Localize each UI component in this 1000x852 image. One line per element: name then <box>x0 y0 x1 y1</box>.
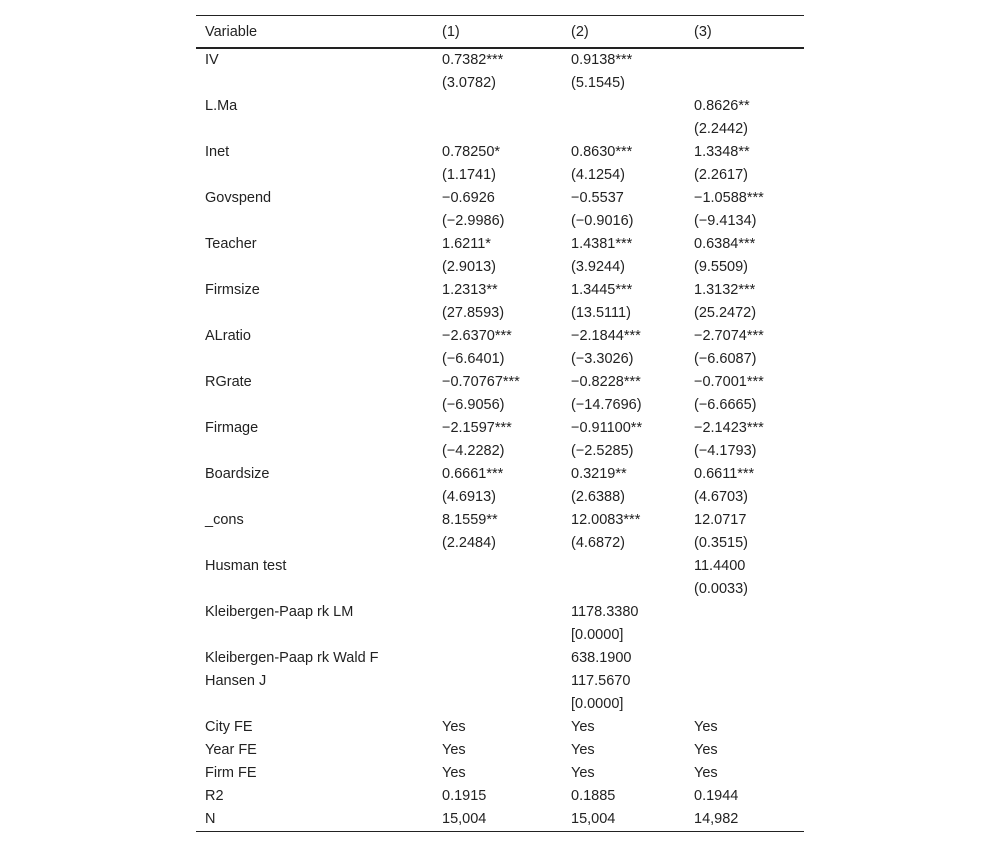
table-row <box>196 762 804 785</box>
table-row <box>196 187 804 210</box>
variable-cell: N <box>205 811 216 827</box>
model-3-cell <box>685 670 804 693</box>
model-3-cell: −2.7074*** <box>694 328 764 344</box>
model-2-cell <box>562 578 685 601</box>
model-1-cell: (1.1741) <box>442 167 497 183</box>
model-2-cell <box>562 95 685 118</box>
model-3-cell: 0.8626** <box>694 98 750 114</box>
model-1-cell: (27.8593) <box>442 305 505 321</box>
variable-cell: Boardsize <box>205 466 270 482</box>
model-3-cell: 14,982 <box>694 811 739 827</box>
table-row <box>196 716 804 739</box>
model-2-cell: 15,004 <box>571 811 616 827</box>
model-2-cell: [0.0000] <box>571 696 624 712</box>
table-row <box>196 325 804 348</box>
variable-cell: _cons <box>205 512 244 528</box>
model-2-cell: 0.1885 <box>571 788 616 804</box>
model-2-cell: 0.9138*** <box>571 52 633 68</box>
table-row <box>196 417 804 440</box>
table-row <box>196 394 804 417</box>
model-1-cell: −0.70767*** <box>442 374 520 390</box>
model-1-cell: 0.6661*** <box>442 466 504 482</box>
variable-cell: Govspend <box>205 190 272 206</box>
model-2-cell: 1.3445*** <box>571 282 633 298</box>
model-3-cell: 1.3348** <box>694 144 750 160</box>
variable-cell: Husman test <box>205 558 287 574</box>
model-1-cell <box>433 95 562 118</box>
variable-cell <box>196 624 433 647</box>
header-model-1: (1) <box>442 23 460 40</box>
model-3-cell <box>685 72 804 95</box>
table-row <box>196 532 804 555</box>
model-3-cell: 1.3132*** <box>694 282 756 298</box>
table-row <box>196 348 804 371</box>
header-model-3: (3) <box>694 23 712 40</box>
table-row <box>196 164 804 187</box>
model-1-cell: (−2.9986) <box>442 213 505 229</box>
regression-table-container <box>196 15 804 832</box>
model-1-cell: 0.1915 <box>442 788 487 804</box>
table-row <box>196 486 804 509</box>
table-row <box>196 463 804 486</box>
model-2-cell: 117.5670 <box>571 673 631 689</box>
model-2-cell: −0.8228*** <box>571 374 641 390</box>
variable-cell <box>196 302 433 325</box>
variable-cell <box>196 72 433 95</box>
variable-cell <box>196 394 433 417</box>
table-row <box>196 48 804 72</box>
model-3-cell: −1.0588*** <box>694 190 764 206</box>
model-1-cell <box>433 601 562 624</box>
model-1-cell: 1.2313** <box>442 282 498 298</box>
model-1-cell: (3.0782) <box>442 75 497 91</box>
table-row <box>196 440 804 463</box>
model-3-cell: (2.2442) <box>694 121 749 137</box>
model-3-cell <box>685 647 804 670</box>
model-1-cell <box>433 624 562 647</box>
model-3-cell: 0.6384*** <box>694 236 756 252</box>
model-1-cell: (2.9013) <box>442 259 497 275</box>
model-2-cell: (−0.9016) <box>571 213 634 229</box>
variable-cell <box>196 440 433 463</box>
table-row <box>196 785 804 808</box>
model-1-cell: 8.1559** <box>442 512 498 528</box>
model-1-cell: 0.7382*** <box>442 52 504 68</box>
table-row <box>196 256 804 279</box>
variable-cell: Year FE <box>205 742 257 758</box>
table-row <box>196 739 804 762</box>
model-1-cell: Yes <box>442 742 466 758</box>
table-row <box>196 118 804 141</box>
variable-cell: Inet <box>205 144 230 160</box>
variable-cell: City FE <box>205 719 253 735</box>
model-2-cell <box>562 555 685 578</box>
model-2-cell: Yes <box>571 719 595 735</box>
model-2-cell: (5.1545) <box>571 75 626 91</box>
model-2-cell: Yes <box>571 765 595 781</box>
model-3-cell <box>685 601 804 624</box>
table-row <box>196 279 804 302</box>
table-row <box>196 141 804 164</box>
table-row <box>196 210 804 233</box>
variable-cell <box>196 578 433 601</box>
model-3-cell: (−6.6087) <box>694 351 757 367</box>
model-1-cell: 1.6211* <box>442 236 491 252</box>
variable-cell <box>196 693 433 716</box>
model-2-cell: −0.5537 <box>571 190 624 206</box>
variable-cell: RGrate <box>205 374 252 390</box>
model-3-cell: (−6.6665) <box>694 397 757 413</box>
table-row <box>196 578 804 601</box>
model-1-cell: Yes <box>442 719 466 735</box>
table-row <box>196 302 804 325</box>
model-2-cell: Yes <box>571 742 595 758</box>
model-2-cell: [0.0000] <box>571 627 624 643</box>
model-2-cell: 12.0083*** <box>571 512 641 528</box>
model-3-cell: (25.2472) <box>694 305 757 321</box>
model-3-cell: (0.0033) <box>694 581 749 597</box>
model-3-cell <box>685 693 804 716</box>
model-1-cell <box>433 578 562 601</box>
model-3-cell: −2.1423*** <box>694 420 764 436</box>
model-3-cell: −0.7001*** <box>694 374 764 390</box>
model-1-cell: −2.6370*** <box>442 328 512 344</box>
table-row <box>196 233 804 256</box>
variable-cell: Teacher <box>205 236 257 252</box>
model-1-cell: (−4.2282) <box>442 443 505 459</box>
variable-cell: R2 <box>205 788 224 804</box>
table-header <box>196 16 804 49</box>
model-1-cell: (−6.9056) <box>442 397 505 413</box>
variable-cell: Firmage <box>205 420 259 436</box>
variable-cell: Hansen J <box>205 673 267 689</box>
model-3-cell: (−4.1793) <box>694 443 757 459</box>
variable-cell <box>196 348 433 371</box>
model-3-cell: 11.4400 <box>694 558 746 574</box>
table-row <box>196 647 804 670</box>
model-3-cell: 0.1944 <box>694 788 739 804</box>
variable-cell <box>196 256 433 279</box>
table-row <box>196 72 804 95</box>
variable-cell <box>196 532 433 555</box>
model-2-cell: 638.1900 <box>571 650 632 666</box>
model-2-cell: 0.3219** <box>571 466 627 482</box>
model-1-cell <box>433 693 562 716</box>
variable-cell: Firmsize <box>205 282 260 298</box>
model-1-cell: −0.6926 <box>442 190 495 206</box>
variable-cell: ALratio <box>205 328 251 344</box>
header-variable: Variable <box>205 23 258 40</box>
model-3-cell: (0.3515) <box>694 535 749 551</box>
model-2-cell: 1.4381*** <box>571 236 633 252</box>
model-2-cell: −0.91100** <box>571 420 643 436</box>
model-1-cell: 0.78250* <box>442 144 501 160</box>
table-row <box>196 371 804 394</box>
model-3-cell: (9.5509) <box>694 259 749 275</box>
variable-cell: Kleibergen-Paap rk LM <box>205 604 354 620</box>
model-1-cell <box>433 670 562 693</box>
model-1-cell: −2.1597*** <box>442 420 512 436</box>
variable-cell: L.Ma <box>205 98 238 114</box>
table-body <box>196 48 804 832</box>
model-3-cell <box>685 624 804 647</box>
model-2-cell: (13.5111) <box>571 305 631 321</box>
model-2-cell: 1178.3380 <box>571 604 639 620</box>
header-model-2: (2) <box>571 23 589 40</box>
table-row <box>196 693 804 716</box>
regression-table <box>196 15 804 832</box>
model-2-cell: (3.9244) <box>571 259 626 275</box>
variable-cell: IV <box>205 52 219 68</box>
model-3-cell: (4.6703) <box>694 489 749 505</box>
model-2-cell: (−14.7696) <box>571 397 642 413</box>
model-3-cell: 12.0717 <box>694 512 747 528</box>
variable-cell: Kleibergen-Paap rk Wald F <box>205 650 379 666</box>
model-1-cell <box>433 118 562 141</box>
table-row <box>196 555 804 578</box>
model-3-cell: Yes <box>694 742 718 758</box>
header-row <box>196 16 804 49</box>
model-2-cell: −2.1844*** <box>571 328 641 344</box>
model-1-cell <box>433 647 562 670</box>
model-3-cell: (2.2617) <box>694 167 749 183</box>
model-2-cell: (4.6872) <box>571 535 626 551</box>
table-row <box>196 624 804 647</box>
variable-cell <box>196 486 433 509</box>
model-1-cell: (−6.6401) <box>442 351 505 367</box>
variable-cell <box>196 164 433 187</box>
model-1-cell: (4.6913) <box>442 489 497 505</box>
model-1-cell: 15,004 <box>442 811 487 827</box>
variable-cell: Firm FE <box>205 765 257 781</box>
variable-cell <box>196 210 433 233</box>
model-1-cell <box>433 555 562 578</box>
table-row <box>196 509 804 532</box>
model-3-cell <box>685 48 804 72</box>
model-3-cell: Yes <box>694 765 718 781</box>
model-2-cell: (−2.5285) <box>571 443 634 459</box>
table-row <box>196 670 804 693</box>
model-2-cell: 0.8630*** <box>571 144 633 160</box>
model-1-cell: Yes <box>442 765 466 781</box>
model-1-cell: (2.2484) <box>442 535 497 551</box>
model-2-cell: (4.1254) <box>571 167 626 183</box>
model-3-cell: 0.6611*** <box>694 466 755 482</box>
table-row <box>196 601 804 624</box>
model-3-cell: (−9.4134) <box>694 213 757 229</box>
table-row <box>196 808 804 832</box>
model-2-cell: (2.6388) <box>571 489 626 505</box>
model-2-cell: (−3.3026) <box>571 351 634 367</box>
table-row <box>196 95 804 118</box>
variable-cell <box>196 118 433 141</box>
model-2-cell <box>562 118 685 141</box>
model-3-cell: Yes <box>694 719 718 735</box>
